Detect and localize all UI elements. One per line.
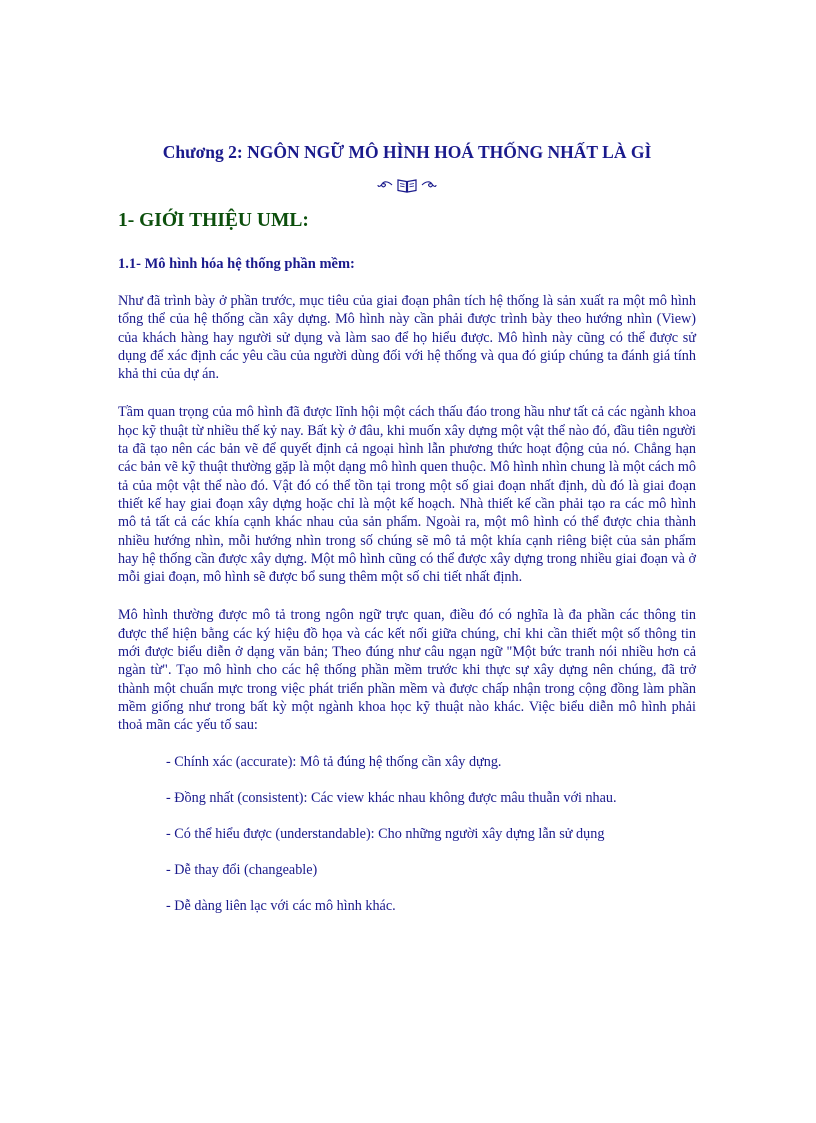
paragraph-model-importance: Tầm quan trọng của mô hình đã được lĩnh hội một cách thấu đáo trong hầu như tất cả các ngành khoa học kỹ thuật từ nhiều thế kỷ nay. Bất kỳ ở đâu, khi muốn xây dựng một vật thể nào đó, đầu tiên người ta đã tạo nên các bản vẽ để quyết định cả ngoại hình lẫn phương thức hoạt động của nó. Chẳng hạn các bản vẽ kỹ thuật thường gặp là một dạng mô hình quen thuộc. Mô hình nhìn chung là một cách mô tả của một vật thể nào đó. Vật đó có thể tồn tại trong một số giai đoạn nhất định, dù đó là giai đoạn thiết kế hay giai đoạn xây dựng hoặc chỉ là một kế hoạch. Nhà thiết kế cần phải tạo ra các mô hình mô tả tất cả các khía cạnh khác nhau của sản phẩm. Ngoài ra, một mô hình có thể được chia thành nhiều hướng nhìn, mỗi hướng nhìn trong số chúng sẽ mô tả một khía cạnh riêng biệt của sản phẩm hay hệ thống cần được xây dựng. Một mô hình cũng có thể được xây dựng trong nhiều giai đoạn và ở mỗi giai đoạn, mô hình sẽ được bổ sung thêm một số chi tiết nhất định. [118, 404, 696, 586]
chapter-title: Chương 2: NGÔN NGỮ MÔ HÌNH HOÁ THỐNG NHẤT LÀ GÌ [162, 142, 652, 162]
section-heading: 1- GIỚI THIỆU UML: [118, 210, 309, 231]
requirements-list [118, 753, 696, 915]
left-flourish-icon [377, 180, 393, 190]
page-content [118, 140, 696, 933]
subsection-heading: 1.1- Mô hình hóa hệ thống phần mềm: [118, 256, 355, 272]
list-item: - Dễ dàng liên lạc với các mô hình khác. [166, 897, 396, 914]
list-item: - Dễ thay đổi (changeable) [166, 861, 318, 878]
paragraph-visual-language: Mô hình thường được mô tả trong ngôn ngữ trực quan, điều đó có nghĩa là đa phần các thông tin được thể hiện bằng các ký hiệu đồ họa và các kết nối giữa chúng, chỉ khi cần thiết một số thông tin mới được biểu diễn ở dạng văn bản; Theo đúng như câu ngạn ngữ "Một bức tranh nói nhiều hơn cả ngàn từ". Tạo mô hình cho các hệ thống phần mềm trước khi thực sự xây dựng nên chúng, đã trở thành một chuẩn mực trong việc phát triển phần mềm và được chấp nhận trong cộng đồng làm phần mềm giống như trong bất kỳ một ngành khoa học kỹ thuật nào khác. Việc biểu diễn mô hình phải thoả mãn các yếu tố sau: [118, 607, 696, 734]
chapter-ornament [118, 176, 696, 194]
open-book-icon [397, 178, 417, 193]
paragraph-intro: Như đã trình bày ở phần trước, mục tiêu của giai đoạn phân tích hệ thống là sản xuất ra một mô hình tổng thể của hệ thống cần xây dựng. Mô hình này cần phải được trình bày theo hướng nhìn (View) của khách hàng hay người sử dụng và làm sao để họ hiểu được. Mô hình này cũng có thể được sử dụng để xác định các yêu cầu của người dùng đối với hệ thống và qua đó giúp chúng ta đánh giá tính khả thi của dự án. [118, 293, 696, 383]
list-item: - Chính xác (accurate): Mô tả đúng hệ thống cần xây dựng. [166, 753, 502, 770]
right-flourish-icon [421, 180, 437, 190]
list-item: - Có thể hiểu được (understandable): Cho những người xây dựng lẫn sử dụng [166, 825, 605, 842]
list-item: - Đồng nhất (consistent): Các view khác nhau không được mâu thuẫn với nhau. [166, 789, 617, 806]
